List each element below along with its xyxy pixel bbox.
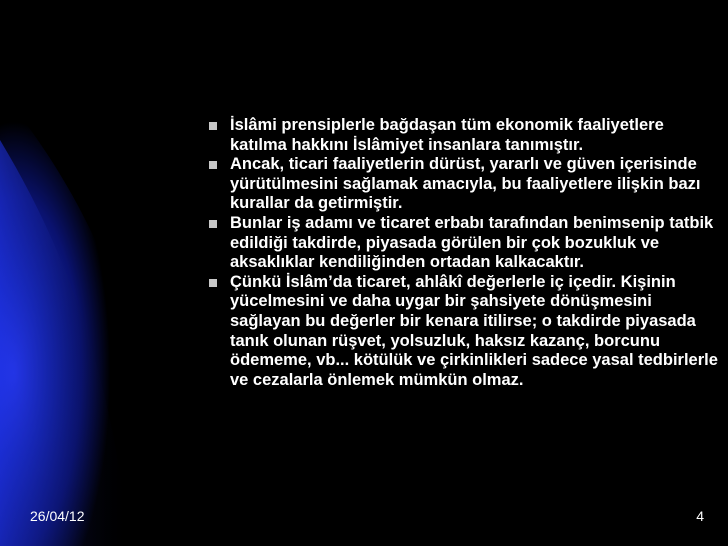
footer-date: 26/04/12 (30, 508, 85, 524)
square-bullet-icon (209, 220, 217, 228)
bullet-text: Ancak, ticari faaliyetlerin dürüst, yararlı ve güven içerisinde yürütülmesini sağlamak amacıyla, bu faaliyetlere ilişkin bazı kurallar da getirmiştir. (230, 155, 701, 213)
square-bullet-icon (209, 122, 217, 130)
bullet-text: Çünkü İslâm’da ticaret, ahlâkî değerlerle iç içedir. Kişinin yücelmesini ve daha uygar bir şahsiyete dönüşmesini sağlayan bu değerler bir kenara itilirse; o takdirde piyasada tanık olunan rüşvet, yolsuzluk, haksız kazanç, borcunu ödememe, vb... kötülük ve çirkinlikleri sadece yasal tedbirlerle ve cezalarla önlemek mümkün olmaz. (230, 272, 718, 389)
bullet-item (200, 214, 720, 273)
square-bullet-icon (209, 279, 217, 287)
bullet-item (200, 155, 720, 214)
page-number: 4 (696, 508, 704, 524)
bullet-text: İslâmi prensiplerle bağdaşan tüm ekonomik faaliyetlere katılma hakkını İslâmiyet insanlara tanımıştır. (230, 116, 664, 154)
bullet-list (200, 116, 720, 390)
bullet-item (200, 273, 720, 391)
bullet-text: Bunlar iş adamı ve ticaret erbabı tarafından benimsenip tatbik edildiği takdirde, piyasada görülen bir çok bozukluk ve aksaklıklar kendiliğinden ortadan kalkacaktır. (230, 213, 714, 272)
square-bullet-icon (209, 161, 217, 169)
bullet-item (200, 116, 720, 155)
